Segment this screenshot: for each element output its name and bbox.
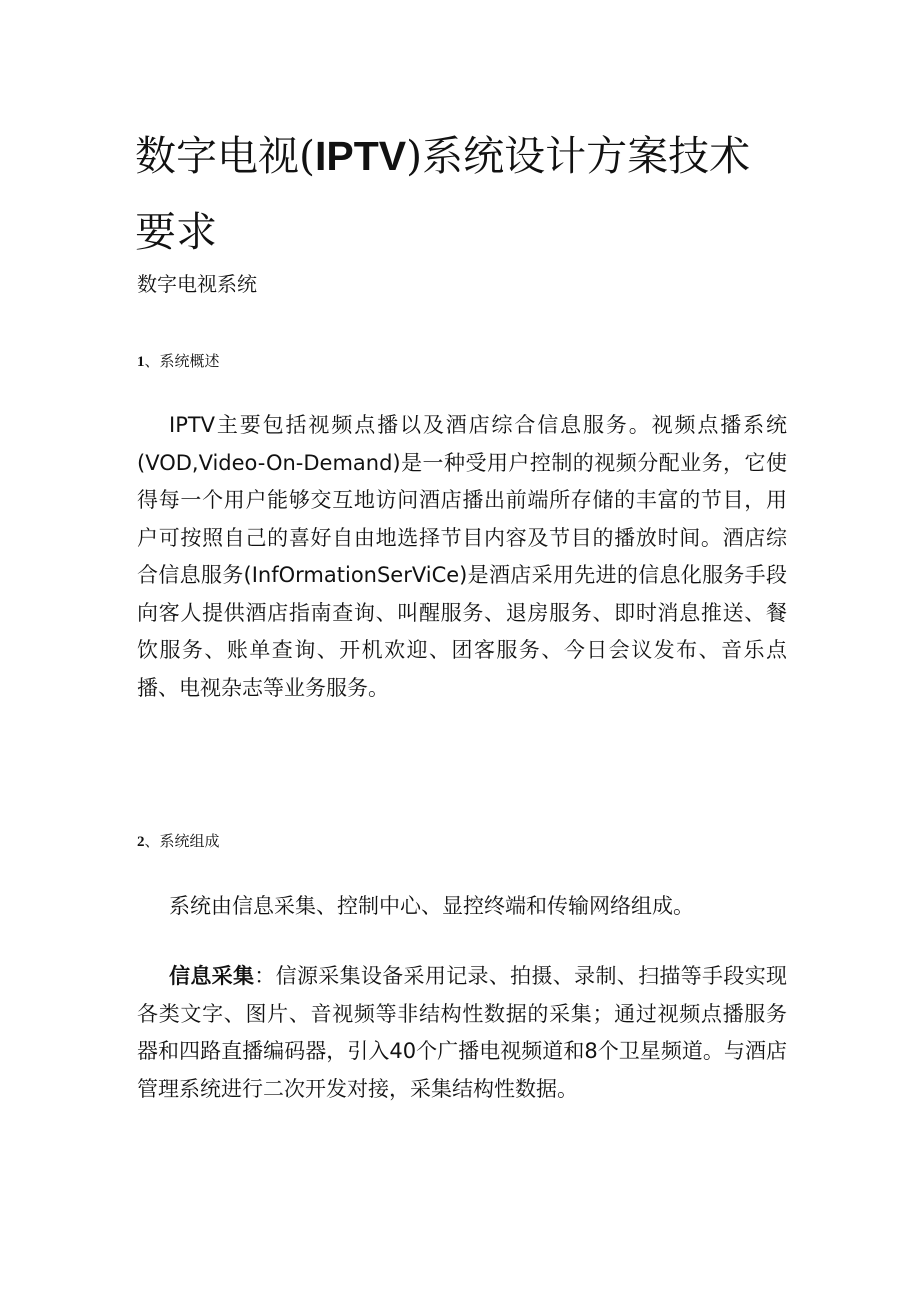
title-latin: IPTV: [315, 133, 407, 179]
section-1-number: 1: [137, 354, 145, 370]
info-collection-label: 信息采集: [169, 964, 255, 988]
info-collection-text: 信源采集设备采用记录、拍摄、录制、扫描等手段实现各类文字、图片、音视频等非结构性数据的采集；通过视频点播服务器和四路直播编码器，引入40个广播电视频道和8个卫星频道。与酒店管理系统进行二次开发对接，采集结构性数据。: [137, 964, 788, 1101]
section-2-paragraph: 系统由信息采集、控制中心、显控终端和传输网络组成。: [169, 894, 694, 918]
document-subtitle: 数字电视系统: [137, 272, 257, 296]
section-2-heading-text: 系统组成: [159, 832, 220, 850]
title-part-2: )系统设计方案技术要求: [135, 132, 751, 256]
section-2-heading: [137, 830, 220, 853]
info-collection-paragraph: [137, 958, 787, 1108]
section-1-heading: [137, 350, 220, 373]
section-1-paragraph: IPTV主要包括视频点播以及酒店综合信息服务。视频点播系统(VOD,Video-On-Demand)是一种受用户控制的视频分配业务，它使得每一个用户能够交互地访问酒店播出前端所存储的丰富的节目，用户可按照自己的喜好自由地选择节目内容及节目的播放时间。酒店综合信息服务(InfOrmationSerViCe)是酒店采用先进的信息化服务手段向客人提供酒店指南查询、叫醒服务、退房服务、即时消息推送、餐饮服务、账单查询、开机欢迎、团客服务、今日会议发布、音乐点播、电视杂志等业务服务。: [137, 413, 787, 700]
section-1-separator: 、: [144, 352, 160, 370]
section-2-number: 2: [137, 834, 145, 850]
document-title: [135, 118, 785, 270]
section-1-heading-text: 系统概述: [159, 352, 220, 370]
info-collection-colon: ：: [254, 964, 276, 988]
title-part-1: 数字电视(: [135, 132, 315, 180]
section-2-separator: 、: [144, 832, 160, 850]
